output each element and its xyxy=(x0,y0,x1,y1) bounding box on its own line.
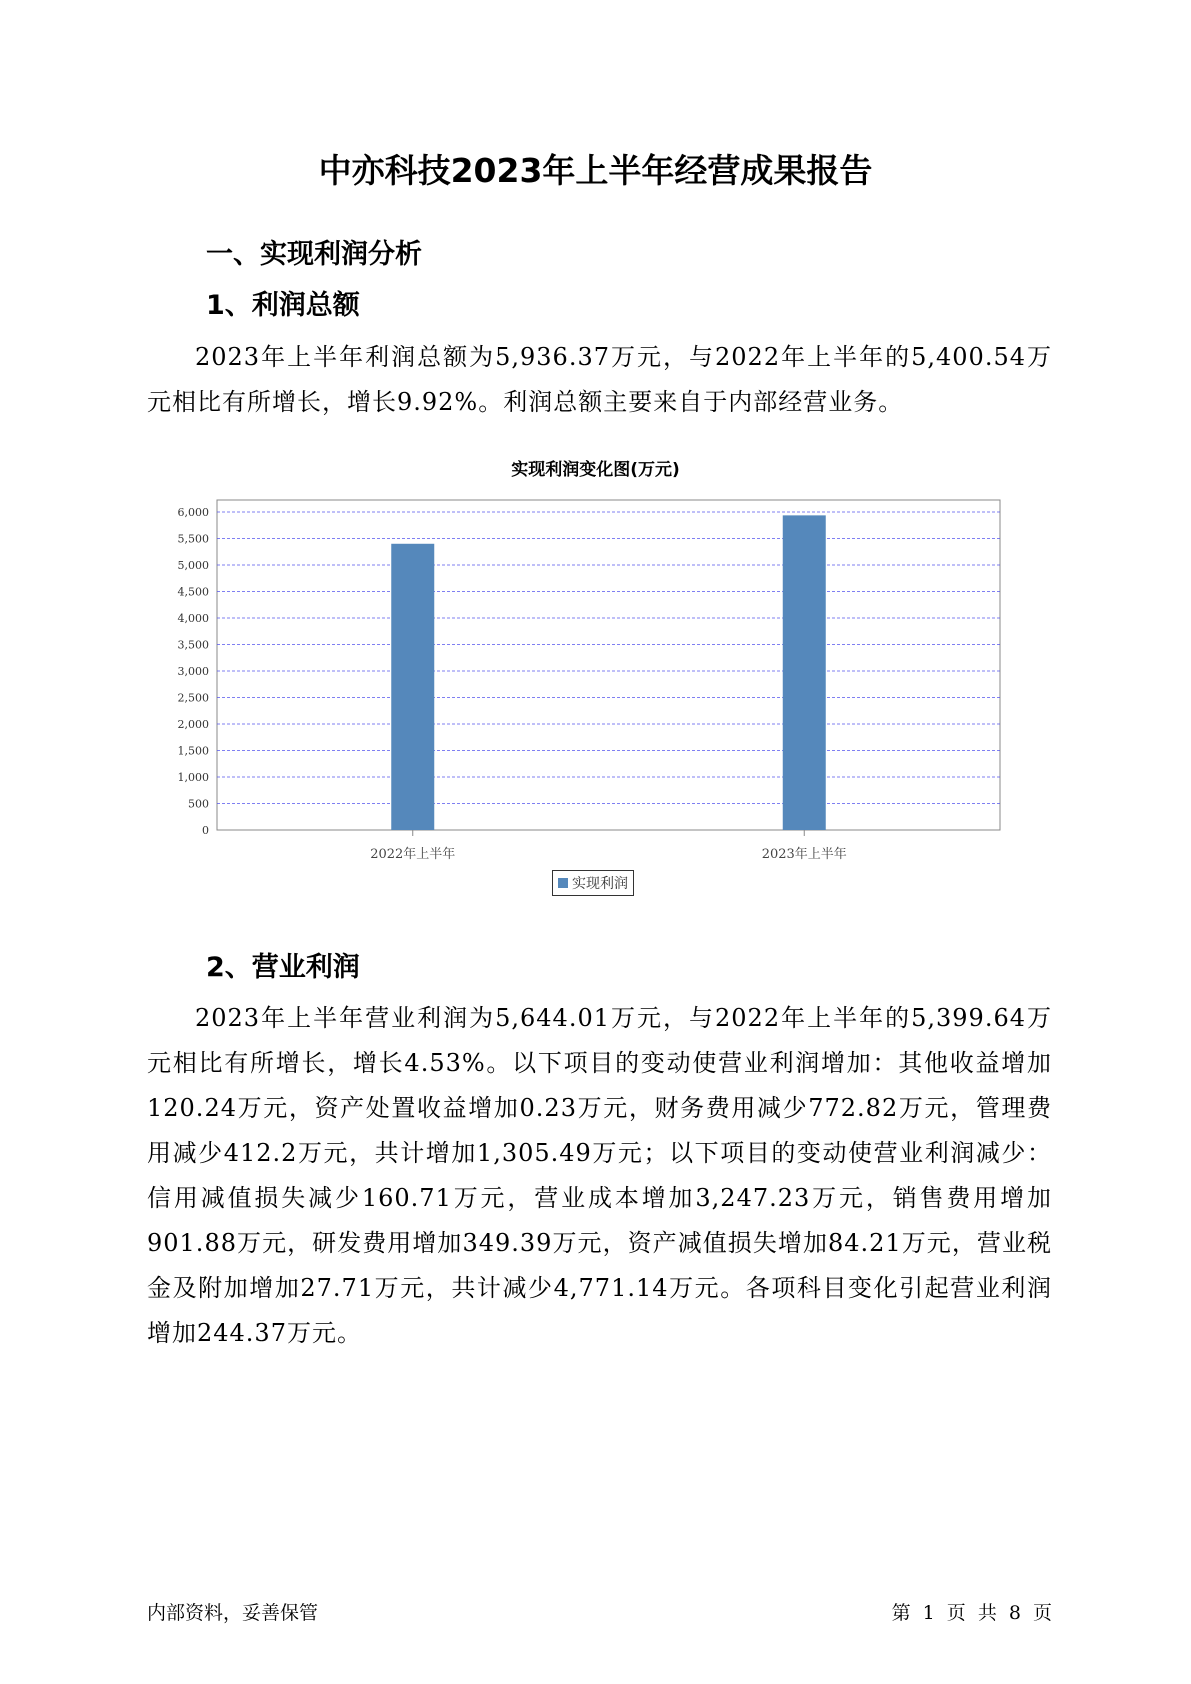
footer-page-number: 第 1 页 共 8 页 xyxy=(891,1602,1052,1624)
legend-swatch xyxy=(558,878,568,888)
paragraph-operating-profit: 2023年上半年营业利润为5,644.01万元，与2022年上半年的5,399.64万元相比有所增长，增长4.53%。以下项目的变动使营业利润增加：其他收益增加120.24万元，资产处置收益增加0.23万元，财务费用减少772.82万元，管理费用减少412.2万元，共计增加1,305.49万元；以下项目的变动使营业利润减少：信用减值损失减少160.71万元，营业成本增加3,247.23万元，销售费用增加901.88万元，研发费用增加349.39万元，资产减值损失增加84.21万元，营业税金及附加增加27.71万元，共计减少4,771.14万元。各项科目变化引起营业利润增加244.37万元。 xyxy=(147,1004,1052,1347)
y-tick-label: 1,000 xyxy=(177,771,209,784)
y-tick-label: 5,000 xyxy=(177,559,209,572)
y-tick-label: 3,500 xyxy=(177,638,209,652)
y-tick-label: 5,500 xyxy=(177,532,209,546)
subheading-operating-profit: 2、营业利润 xyxy=(206,952,360,983)
chart-title: 实现利润变化图(万元) xyxy=(511,460,680,480)
y-tick-label: 2,000 xyxy=(177,718,209,731)
subheading-total-profit: 1、利润总额 xyxy=(206,290,360,321)
y-tick-label: 4,000 xyxy=(177,612,209,625)
y-tick-label: 1,500 xyxy=(177,744,209,758)
plot-area xyxy=(217,500,1000,830)
y-tick-label: 0 xyxy=(202,824,209,837)
section-heading-profit-analysis: 一、实现利润分析 xyxy=(206,239,422,270)
legend-label: 实现利润 xyxy=(572,876,628,892)
y-tick-label: 6,000 xyxy=(177,506,209,519)
paragraph-total-profit: 2023年上半年利润总额为5,936.37万元，与2022年上半年的5,400.54万元相比有所增长，增长9.92%。利润总额主要来自于内部经营业务。 xyxy=(147,343,1052,416)
chart-legend xyxy=(552,870,634,896)
y-tick-label: 4,500 xyxy=(177,585,209,599)
footer-confidential-note: 内部资料，妥善保管 xyxy=(147,1602,319,1624)
profit-bar-chart xyxy=(160,490,1010,865)
x-tick-label: 2022年上半年 xyxy=(370,847,456,862)
page-title: 中亦科技2023年上半年经营成果报告 xyxy=(318,151,873,190)
y-tick-label: 500 xyxy=(188,797,209,811)
y-tick-label: 3,000 xyxy=(177,665,209,678)
x-tick-label: 2023年上半年 xyxy=(761,847,847,862)
bar xyxy=(783,515,826,830)
y-tick-label: 2,500 xyxy=(177,691,209,705)
bar xyxy=(391,544,434,830)
